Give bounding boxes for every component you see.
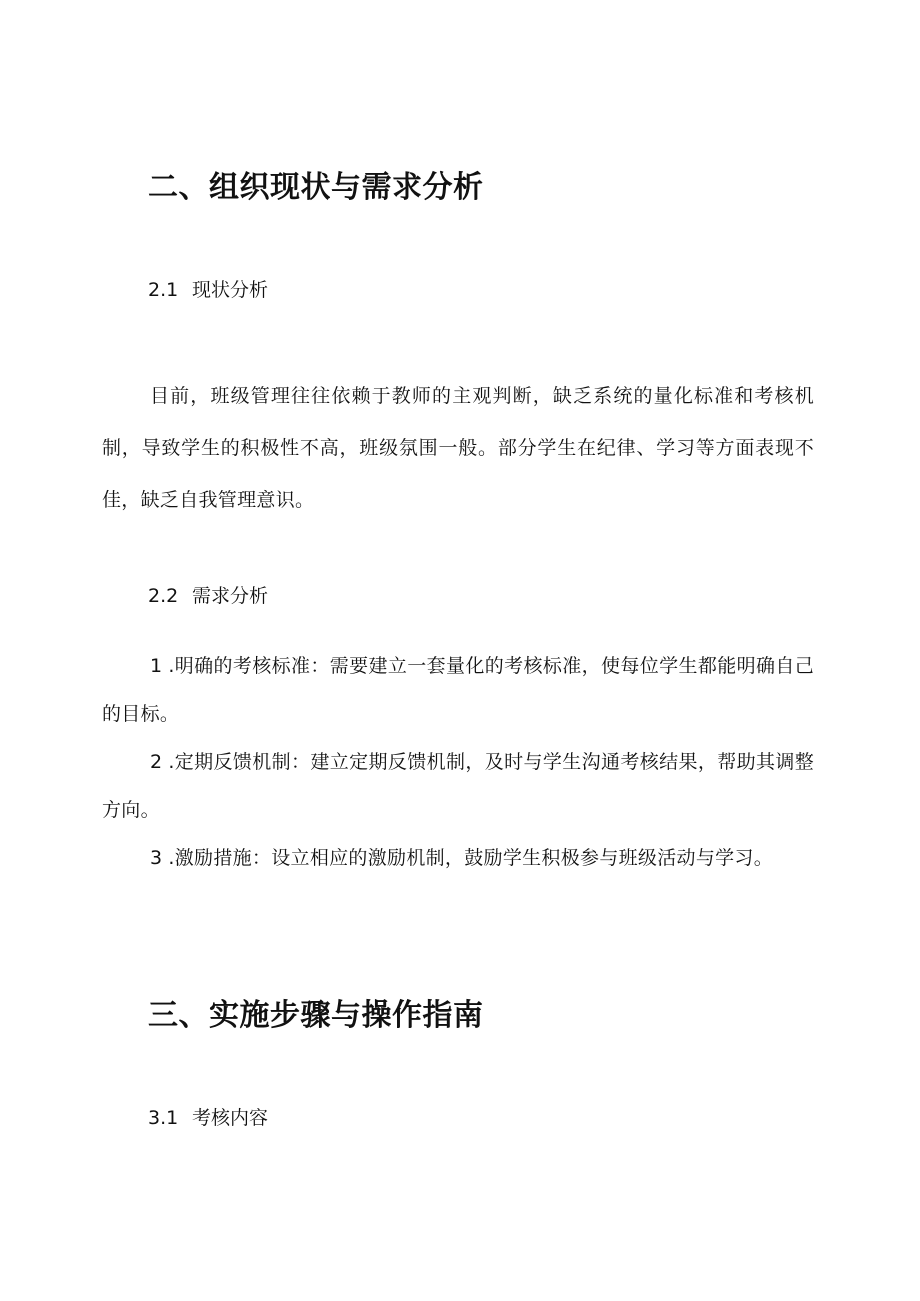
requirement-item-3: [102, 834, 814, 882]
subsection-2-1-heading: [148, 276, 268, 304]
subsection-2-2-title: 需求分析: [192, 585, 269, 607]
requirement-item-1-number: 1: [150, 655, 163, 677]
subsection-3-1-title: 考核内容: [192, 1107, 269, 1129]
subsection-3-1-number: 3.1: [148, 1107, 179, 1129]
requirement-item-1: [102, 642, 814, 738]
section-2-heading: 二、组织现状与需求分析: [148, 170, 484, 205]
subsection-2-2-number: 2.2: [148, 585, 179, 607]
requirement-item-2-number: 2: [150, 751, 163, 773]
subsection-2-2-heading: [148, 582, 268, 610]
section-3-heading: 三、实施步骤与操作指南: [148, 998, 484, 1033]
requirement-item-1-text: .明确的考核标准：需要建立一套量化的考核标准，使每位学生都能明确自己的目标。: [102, 655, 814, 725]
subsection-3-1-heading: [148, 1104, 268, 1132]
subsection-2-1-number: 2.1: [148, 279, 179, 301]
requirement-item-2-text: .定期反馈机制：建立定期反馈机制，及时与学生沟通考核结果，帮助其调整方向。: [102, 751, 814, 821]
requirement-item-3-text: .激励措施：设立相应的激励机制，鼓励学生积极参与班级活动与学习。: [168, 847, 774, 869]
subsection-2-1-title: 现状分析: [192, 279, 269, 301]
requirement-item-2: [102, 738, 814, 834]
requirement-item-3-number: 3: [150, 847, 163, 869]
status-paragraph: 目前，班级管理往往依赖于教师的主观判断，缺乏系统的量化标准和考核机制，导致学生的积极性不高，班级氛围一般。部分学生在纪律、学习等方面表现不佳，缺乏自我管理意识。: [102, 385, 814, 511]
